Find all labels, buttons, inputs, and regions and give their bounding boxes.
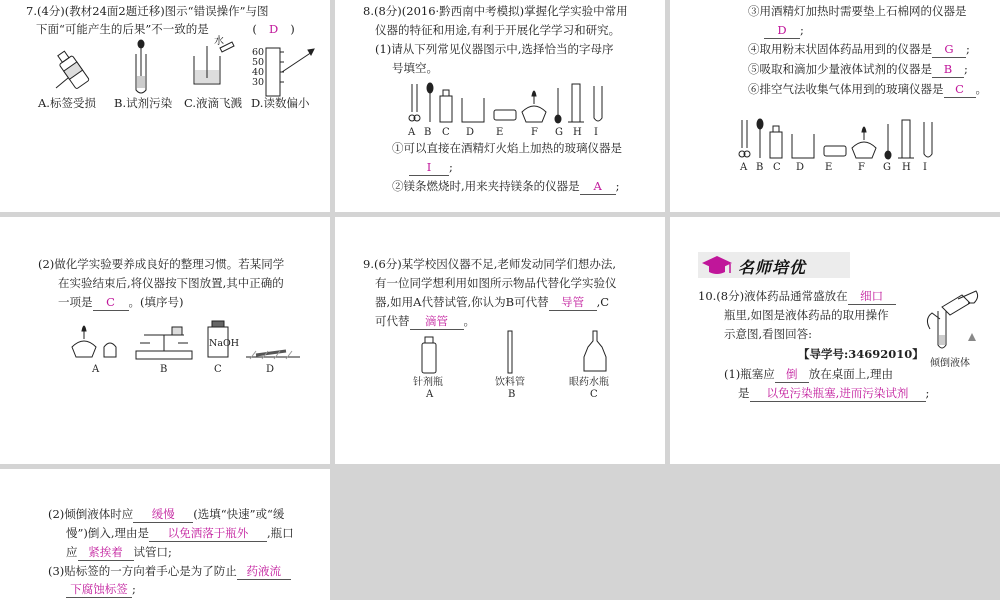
q10b-answer-4b: 下腐蚀标签: [66, 582, 132, 598]
q8p2-answer: C: [93, 295, 129, 311]
q10-sub1-row: [724, 365, 893, 384]
question-10-panel: [670, 217, 1000, 464]
section-title: 名师培优: [738, 258, 807, 277]
q10b-line4: [48, 562, 291, 581]
q8-sub1-b: 号填空。: [392, 61, 438, 75]
section-header: [698, 252, 850, 278]
q8c-letter-b: B: [756, 162, 764, 173]
q7-paren-right: ): [290, 22, 295, 36]
scale-tick-50: 50: [252, 57, 265, 68]
q7-paren-left: (: [252, 22, 257, 36]
q10b-line2: [66, 524, 294, 543]
q8-item6-answer: C: [944, 82, 976, 98]
q8-sub1-a: (1)请从下列常见仪器图示中,选择恰当的字母序: [375, 42, 614, 56]
q10-guide-number: 【导学号:34692010】: [798, 347, 924, 361]
q8-item1: ①可以直接在酒精灯火焰上加热的玻璃仪器是: [392, 141, 622, 155]
q7-option-d: D.读数偏小: [251, 96, 310, 110]
q10b-line3-end: 试管口;: [133, 545, 172, 559]
q9-item-b-letter: B: [508, 389, 516, 400]
q8-item2-row: [392, 177, 620, 196]
q8-item6-end: 。: [975, 82, 987, 96]
q10b-line1-text: (2)倾倒液体时应: [48, 507, 134, 521]
question-7-panel: [0, 0, 330, 212]
q7-answer: D: [268, 22, 279, 36]
q8c-letter-g: G: [883, 162, 891, 173]
q8-letter-g: G: [555, 127, 563, 138]
q8c-letter-h: H: [902, 162, 911, 173]
scale-tick-60: 60: [252, 47, 265, 58]
q9-item-c-name: 眼药水瓶: [569, 377, 609, 388]
q10-sub1-mid: 放在桌面上,理由: [808, 367, 893, 381]
q10-line1: [698, 287, 896, 306]
q9-line3-text: 器,如用A代替试管,你认为B可代替: [375, 295, 549, 309]
instrument-figures: [408, 82, 608, 124]
q7-option-a: A.标签受损: [38, 96, 96, 110]
question-8-panel: [335, 0, 665, 212]
question-10-continued-panel: [0, 469, 330, 600]
figure-b-dropper: [128, 40, 158, 96]
injection-vial-figure: [420, 335, 440, 375]
scale-tick-40: 40: [252, 67, 265, 78]
q8-item4-text: ④取用粉末状固体药品用到的仪器是: [748, 42, 932, 56]
q8c-letter-i: I: [923, 162, 927, 173]
q8-letter-i: I: [594, 127, 598, 138]
q8p2-line3-end: 。(填序号): [128, 295, 184, 309]
q10b-line2-text: 慢”)倒入,理由是: [66, 526, 150, 540]
q10b-answer-4: 药液流: [237, 564, 291, 580]
q8-item6-text: ⑥排空气法收集气体用到的玻璃仪器是: [748, 82, 944, 96]
instrument-figures-repeat: [738, 118, 938, 160]
q8-letter-d: D: [466, 127, 475, 138]
q10-line1-text: 10.(8分)液体药品通常盛放在: [698, 289, 848, 303]
q10-sub1b-end: ;: [925, 386, 930, 400]
q10-answer-3: 以免污染瓶塞,进而污染试剂: [750, 386, 926, 402]
q10b-answer-2: 以免洒落于瓶外: [149, 526, 267, 542]
q8-letter-h: H: [573, 127, 582, 138]
figure-caption: 倾倒液体: [930, 358, 970, 369]
water-label: 水: [214, 36, 224, 47]
q9-line4: [375, 312, 475, 331]
question-8-continued-panel: [670, 0, 1000, 212]
q8-item5-text: ⑤吸取和滴加少量液体试剂的仪器是: [748, 62, 932, 76]
q9-line4-text: 可代替: [375, 314, 410, 328]
q9-answer-1: 导管: [549, 295, 597, 311]
q7-line2: [36, 20, 295, 39]
q8-item4-row: [748, 40, 970, 59]
q10b-line1: [48, 505, 284, 524]
q10-answer-2: 倒: [775, 367, 809, 383]
figure-d-cylinder: [258, 44, 318, 100]
q8c-letter-d: D: [796, 162, 805, 173]
q8c-letter-e: E: [825, 162, 833, 173]
q9-item-a-name: 针剂瓶: [413, 377, 443, 388]
q9-line4-end: 。: [463, 314, 475, 328]
q8-item5-end: ;: [964, 62, 968, 76]
q8p2-label-a: A: [92, 364, 100, 375]
q8-item4-end: ;: [966, 42, 970, 56]
q9-item-c-letter: C: [590, 389, 598, 400]
q10b-line3-text: 应: [66, 545, 78, 559]
q10-sub1-text: (1)瓶塞应: [724, 367, 775, 381]
q10-answer-1: 细口: [848, 289, 896, 305]
q8-letter-e: E: [496, 127, 504, 138]
q7-option-c: C.液滴飞溅: [184, 96, 243, 110]
q7-option-b: B.试剂污染: [114, 96, 173, 110]
q8-item3: ③用酒精灯加热时需要垫上石棉网的仪器是: [748, 4, 967, 18]
q8p2-label-d: D: [266, 364, 275, 375]
q7-line1: 7.(4分)(教材24面2题迁移)图示“错误操作”与图: [26, 4, 269, 18]
q10-line2: 瓶里,如图是液体药品的取用操作: [724, 308, 889, 322]
q8-item6-row: [748, 80, 987, 99]
q10-sub1b-text: 是: [738, 386, 750, 400]
pouring-liquid-figure: [918, 289, 984, 355]
q7-line2-text: 下面“可能产生的后果”不一致的是: [36, 22, 209, 36]
q9-answer-2: 滴管: [410, 314, 464, 330]
graduation-cap-icon: [700, 253, 734, 277]
q10b-answer-1: 缓慢: [133, 507, 193, 523]
eye-drop-bottle-figure: [580, 329, 610, 375]
q8-item1-answer: I: [409, 160, 449, 176]
q8-item5-row: [748, 60, 968, 79]
q10b-line5-end: ;: [132, 582, 136, 596]
figure-c-beaker: [190, 38, 236, 88]
q8-item3-answer-row: [764, 21, 804, 40]
figure-a-bottle: [52, 44, 92, 94]
q8-item1-answer-row: [409, 158, 453, 177]
drinking-straw-figure: [506, 329, 516, 375]
q9-line3: [375, 293, 609, 312]
q8p2-label-b: B: [160, 364, 168, 375]
q8c-letter-a: A: [740, 162, 748, 173]
q9-item-a-letter: A: [426, 389, 434, 400]
q10b-line3: [66, 543, 172, 562]
q8-letter-c: C: [442, 127, 450, 138]
q8-item2-text: ②镁条燃烧时,用来夹持镁条的仪器是: [392, 179, 580, 193]
q8p2-line3-text: 一项是: [58, 295, 93, 309]
q8-item3-end: ;: [800, 23, 804, 37]
q8-letter-b: B: [424, 127, 432, 138]
q8-item2-end: ;: [615, 179, 620, 193]
arrangement-figures: [66, 317, 306, 361]
q8c-letter-c: C: [773, 162, 781, 173]
question-8-part2-panel: [0, 217, 330, 464]
q8-item4-answer: G: [932, 42, 966, 58]
q9-line3-end: ,C: [596, 295, 610, 309]
q8p2-label-c: C: [214, 364, 222, 375]
q9-item-b-name: 饮料管: [495, 377, 525, 388]
q8-line1: 8.(8分)(2016·黔西南中考模拟)掌握化学实验中常用: [363, 4, 628, 18]
q8-item2-answer: A: [580, 179, 616, 195]
q10b-line1-end: (选填“快速”或“缓: [193, 507, 285, 521]
q10-sub1b-row: [738, 384, 929, 403]
q8c-letter-f: F: [858, 162, 865, 173]
naoh-label: NaOH: [209, 338, 240, 349]
q10-line3: 示意图,看图回答:: [724, 327, 813, 341]
q8-letter-f: F: [531, 127, 538, 138]
q9-line2: 有一位同学想利用如图所示物品代替化学实验仪: [375, 276, 617, 290]
q10b-line5: [66, 580, 136, 599]
scale-tick-30: 30: [252, 77, 265, 88]
q10b-line4-text: (3)贴标签的一方向着手心是为了防止: [48, 564, 237, 578]
q8p2-line3: [58, 293, 183, 312]
question-9-panel: [335, 217, 665, 464]
q8-item5-answer: B: [932, 62, 964, 78]
q8-item3-answer: D: [764, 23, 800, 39]
q8-letter-a: A: [408, 127, 416, 138]
q8p2-line2: 在实验结束后,将仪器按下图放置,其中正确的: [58, 276, 284, 290]
q9-line1: 9.(6分)某学校因仪器不足,老师发动同学们想办法,: [363, 257, 617, 271]
q10b-answer-3: 紧挨着: [78, 545, 134, 561]
q8-line2: 仪器的特征和用途,有利于开展化学学习和研究。: [375, 23, 621, 37]
q8p2-line1: (2)做化学实验要养成良好的整理习惯。若某同学: [38, 257, 285, 271]
q8-item1-end: ;: [449, 160, 453, 174]
q10b-line2-end: ,瓶口: [267, 526, 294, 540]
